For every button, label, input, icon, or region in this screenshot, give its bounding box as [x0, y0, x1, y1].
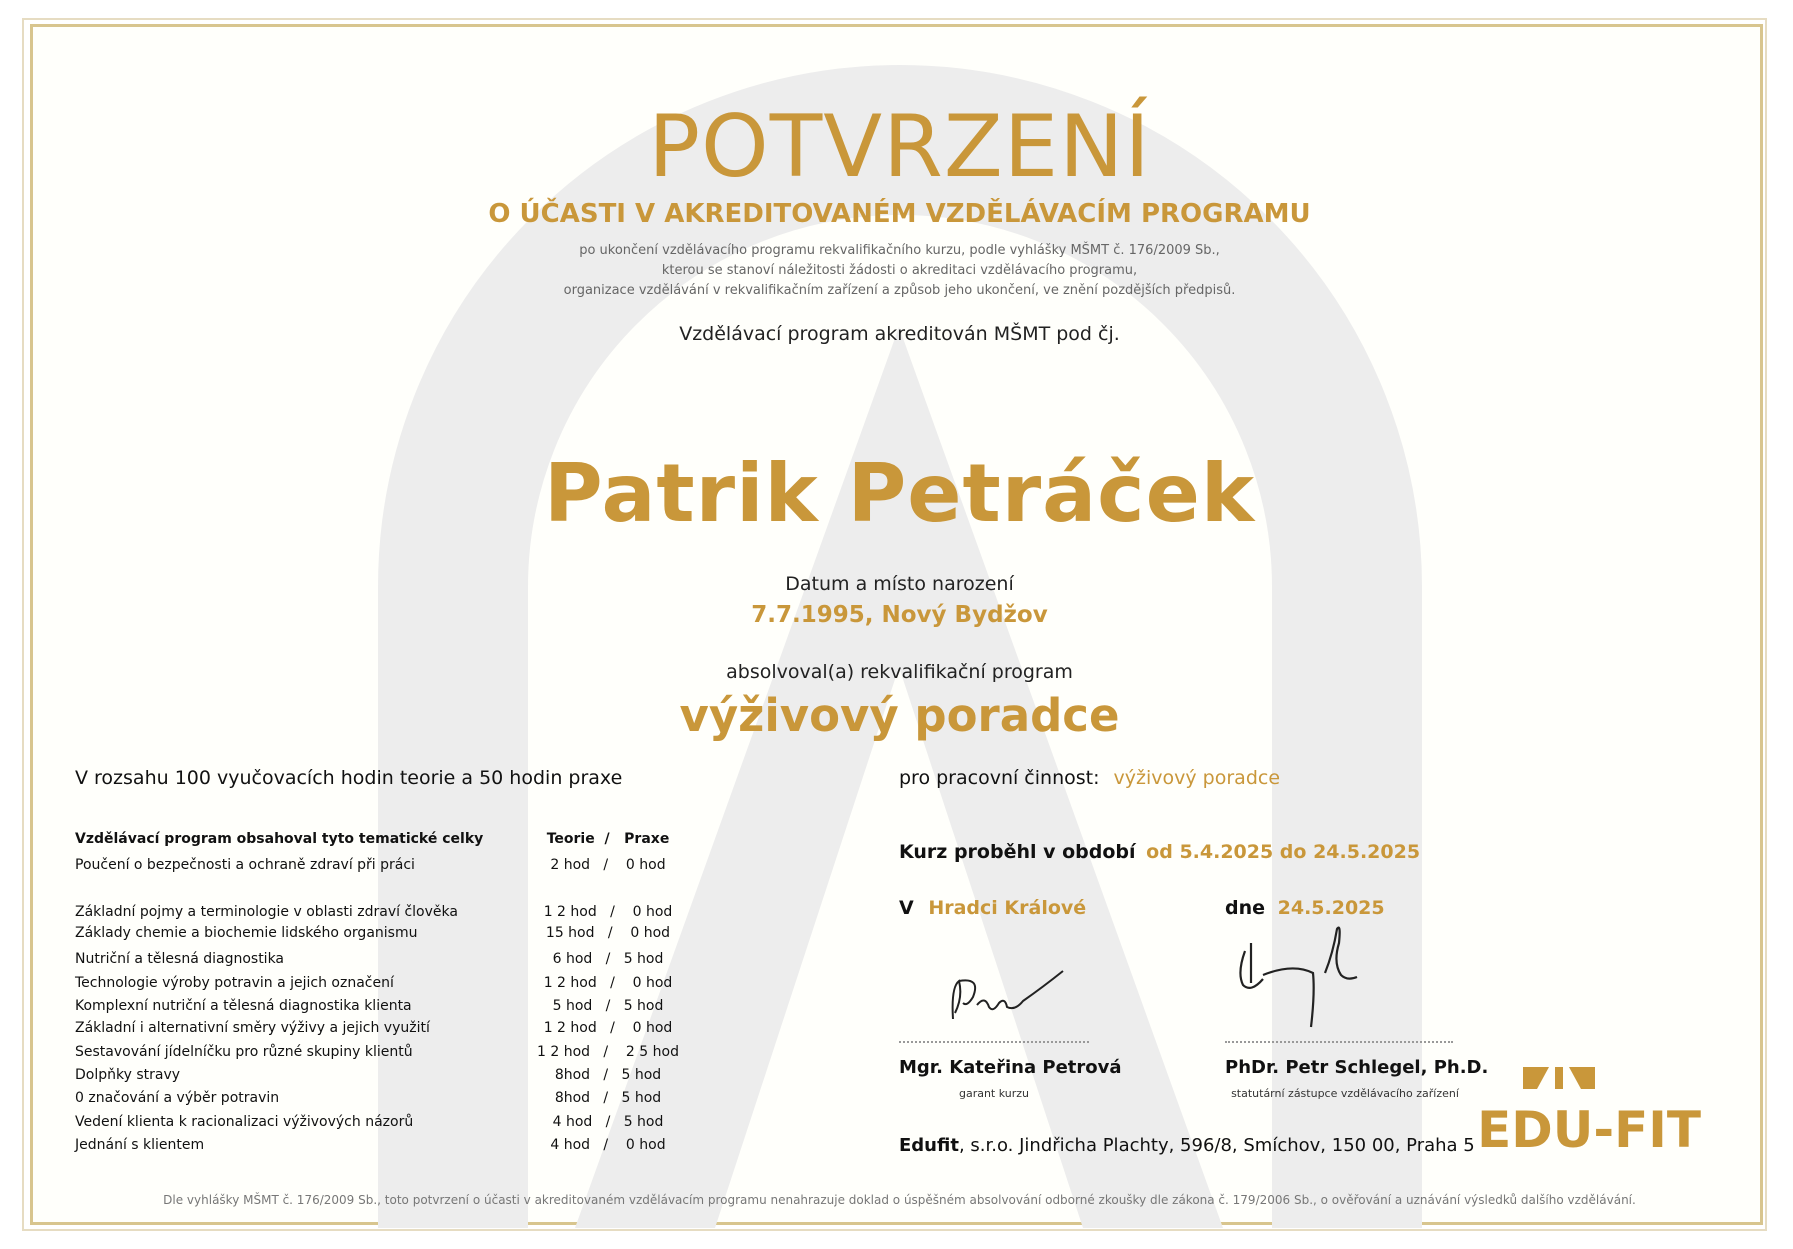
signatory-1-role: garant kurzu	[958, 1087, 1030, 1100]
topic-label: Základy chemie a biochemie lidského organismu	[75, 925, 418, 941]
topic-hours: 1 2 hod / 0 hod	[543, 904, 673, 920]
program-label: absolvoval(a) rekvalifikační program	[726, 661, 1073, 683]
topic-label: Jednání s klientem	[75, 1137, 205, 1153]
scope-text: V rozsahu 100 vyučovacích hodin teorie a 50 hodin praxe	[75, 767, 623, 789]
certificate	[30, 24, 1763, 1225]
legal-line-1: po ukončení vzdělávacího programu rekvalifikačního kurzu, podle vyhlášky MŠMT č. 176/2009 Sb.,	[579, 243, 1220, 258]
occupation-label: pro pracovní činnost:	[899, 767, 1100, 789]
legal-line-2: kterou se stanoví náležitosti žádosti o akreditaci vzdělávacího programu,	[661, 263, 1138, 278]
signatory-2-role: statutární zástupce vzdělávacího zařízení	[1231, 1087, 1459, 1100]
dob-value: 7.7.1995, Nový Bydžov	[751, 602, 1048, 628]
accreditation-text: Vzdělávací program akreditován MŠMT pod čj.	[679, 323, 1120, 345]
topics-header-label: Vzdělávací program obsahoval tyto tematické celky	[75, 831, 484, 847]
topic-hours: 1 2 hod / 0 hod	[543, 975, 673, 991]
period-label: Kurz proběhl v období	[899, 841, 1136, 863]
topic-hours: 2 hod / 0 hod	[550, 857, 666, 873]
signatory-2-name: PhDr. Petr Schlegel, Ph.D.	[1225, 1057, 1489, 1078]
date-line	[1225, 897, 1385, 919]
topic-label: Sestavování jídelníčku pro různé skupiny klientů	[75, 1044, 413, 1060]
topic-hours: 6 hod / 5 hod	[552, 951, 664, 967]
topic-hours: 1 2 hod / 2 5 hod	[537, 1044, 679, 1060]
signature-schlegel	[1233, 923, 1433, 1033]
certificate-title: POTVRZENÍ	[648, 97, 1151, 197]
topic-hours: 4 hod / 5 hod	[552, 1114, 664, 1130]
topic-label: 0 značování a výběr potravin	[75, 1090, 280, 1106]
place-label: V	[899, 897, 914, 919]
place-value: Hradci Králové	[928, 897, 1087, 919]
topic-hours: 1 2 hod / 0 hod	[543, 1020, 673, 1036]
person-name: Patrik Petráček	[543, 447, 1256, 540]
signature-petrova	[933, 967, 1093, 1037]
topic-label: Základní pojmy a terminologie v oblasti zdraví člověka	[75, 904, 458, 920]
topic-hours: 15 hod / 0 hod	[545, 925, 671, 941]
occupation-line	[899, 767, 1280, 789]
topic-hours: 8hod / 5 hod	[554, 1067, 662, 1083]
program-name: výživový poradce	[679, 689, 1120, 742]
organization-name: Edufit	[899, 1135, 959, 1156]
topic-hours: 8hod / 5 hod	[554, 1090, 662, 1106]
signature-line-2	[1225, 1041, 1453, 1043]
topic-label: Nutriční a tělesná diagnostika	[75, 951, 285, 967]
topic-label: Technologie výroby potravin a jejich označení	[75, 975, 394, 991]
legal-footer: Dle vyhlášky MŠMT č. 176/2009 Sb., toto potvrzení o účasti v akreditovaném vzdělávacím programu nenahrazuje doklad o úspěšném absolvování odborné zkoušky dle zákona č. 179/2006 Sb., o ověřování a uznávání výsledků dalšího vzdělávání.	[163, 1193, 1636, 1207]
date-label: dne	[1225, 897, 1266, 919]
topic-hours: 4 hod / 0 hod	[550, 1137, 666, 1153]
topics-header-hours: Teorie / Praxe	[546, 831, 670, 847]
dob-label: Datum a místo narození	[785, 573, 1014, 595]
topic-label: Dolpňky stravy	[75, 1067, 181, 1083]
certificate-subtitle: O ÚČASTI V AKREDITOVANÉM VZDĚLÁVACÍM PROGRAMU	[488, 199, 1311, 229]
signature-line-1	[899, 1041, 1089, 1043]
organization-address: , s.r.o. Jindřicha Plachty, 596/8, Smíchov, 150 00, Praha 5	[958, 1135, 1475, 1156]
topic-label: Základní i alternativní směry výživy a jejich využití	[75, 1020, 430, 1036]
signatory-1-name: Mgr. Kateřina Petrová	[899, 1057, 1122, 1078]
occupation-value: výživový poradce	[1113, 767, 1281, 789]
period-value: od 5.4.2025 do 24.5.2025	[1146, 841, 1421, 863]
topic-label: Poučení o bezpečnosti a ochraně zdraví při práci	[75, 857, 415, 873]
organization-address-line	[899, 1135, 1475, 1156]
topic-label: Komplexní nutriční a tělesná diagnostika klienta	[75, 998, 412, 1014]
period-line	[899, 841, 1420, 863]
edufit-logo	[1477, 1067, 1701, 1177]
place-line	[899, 897, 1086, 919]
legal-line-3: organizace vzdělávání v rekvalifikačním zařízení a způsob jeho ukončení, ve znění pozdějších předpisů.	[563, 283, 1236, 298]
date-value: 24.5.2025	[1277, 897, 1385, 919]
topic-hours: 5 hod / 5 hod	[552, 998, 664, 1014]
logo-text: EDU-FIT	[1477, 1101, 1701, 1159]
topic-label: Vedení klienta k racionalizaci výživových názorů	[75, 1114, 414, 1130]
